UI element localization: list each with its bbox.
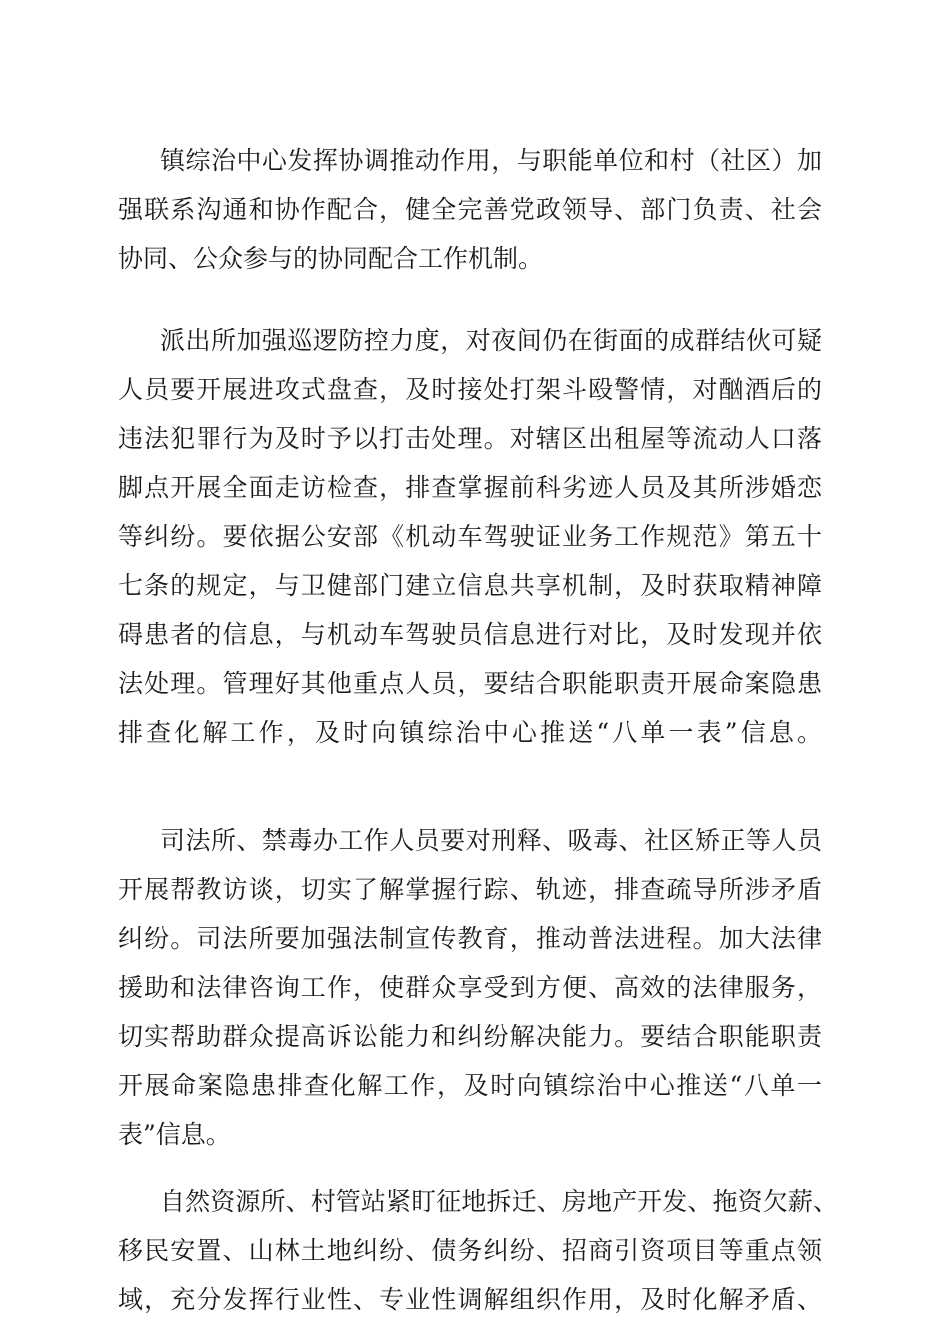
paragraph-3-line-6: 开展命案隐患排查化解工作，及时向镇综治中心推送“八单一: [118, 1071, 824, 1100]
paragraph-1-line-2: 强联系沟通和协作配合，健全完善党政领导、部门负责、社会: [118, 195, 824, 224]
paragraph-2-line-1: 派出所加强巡逻防控力度，对夜间仍在街面的成群结伙可疑: [160, 326, 823, 355]
paragraph-2-line-4: 脚点开展全面走访检查，排查掌握前科劣迹人员及其所涉婚恋: [118, 473, 824, 502]
paragraph-4-line-2: 移民安置、山林土地纠纷、债务纠纷、招商引资项目等重点领: [118, 1236, 824, 1265]
paragraph-2-line-8: 法处理。管理好其他重点人员，要结合职能职责开展命案隐患: [118, 669, 824, 698]
paragraph-2-line-2: 人员要开展进攻式盘查，及时接处打架斗殴警情，对酗酒后的: [118, 375, 824, 404]
paragraph-2-line-9: 排查化解工作，及时向镇综治中心推送“八单一表”信息。: [118, 718, 826, 747]
paragraph-2-line-5: 等纠纷。要依据公安部《机动车驾驶证业务工作规范》第五十: [118, 522, 824, 551]
paragraph-2-line-6: 七条的规定，与卫健部门建立信息共享机制，及时获取精神障: [118, 571, 824, 600]
paragraph-3-line-4: 援助和法律咨询工作，使群众享受到方便、高效的法律服务，: [118, 973, 824, 1002]
paragraph-2-line-10: [0, 758, 950, 806]
paragraph-2-line-7: 碍患者的信息，与机动车驾驶员信息进行对比，及时发现并依: [118, 620, 824, 649]
paragraph-3-line-7: 表”信息。: [118, 1120, 231, 1149]
paragraph-4-line-1: 自然资源所、村管站紧盯征地拆迁、房地产开发、拖资欠薪、: [160, 1187, 839, 1216]
paragraph-1-line-1: 镇综治中心发挥协调推动作用，与职能单位和村（社区）加: [160, 146, 823, 175]
paragraph-4-line-3: 域，充分发挥行业性、专业性调解组织作用，及时化解矛盾、: [118, 1285, 824, 1314]
paragraph-1-line-3: 协同、公众参与的协同配合工作机制。: [118, 244, 544, 273]
paragraph-2-line-3: 违法犯罪行为及时予以打击处理。对辖区出租屋等流动人口落: [118, 424, 824, 453]
paragraph-3-line-5: 切实帮助群众提高诉讼能力和纠纷解决能力。要结合职能职责: [118, 1022, 824, 1051]
paragraph-3-line-3: 纠纷。司法所要加强法制宣传教育，推动普法进程。加大法律: [118, 924, 824, 953]
paragraph-3-line-2: 开展帮教访谈，切实了解掌握行踪、轨迹，排查疏导所涉矛盾: [118, 875, 824, 904]
paragraph-3-line-1: 司法所、禁毒办工作人员要对刑释、吸毒、社区矫正等人员: [160, 826, 823, 855]
